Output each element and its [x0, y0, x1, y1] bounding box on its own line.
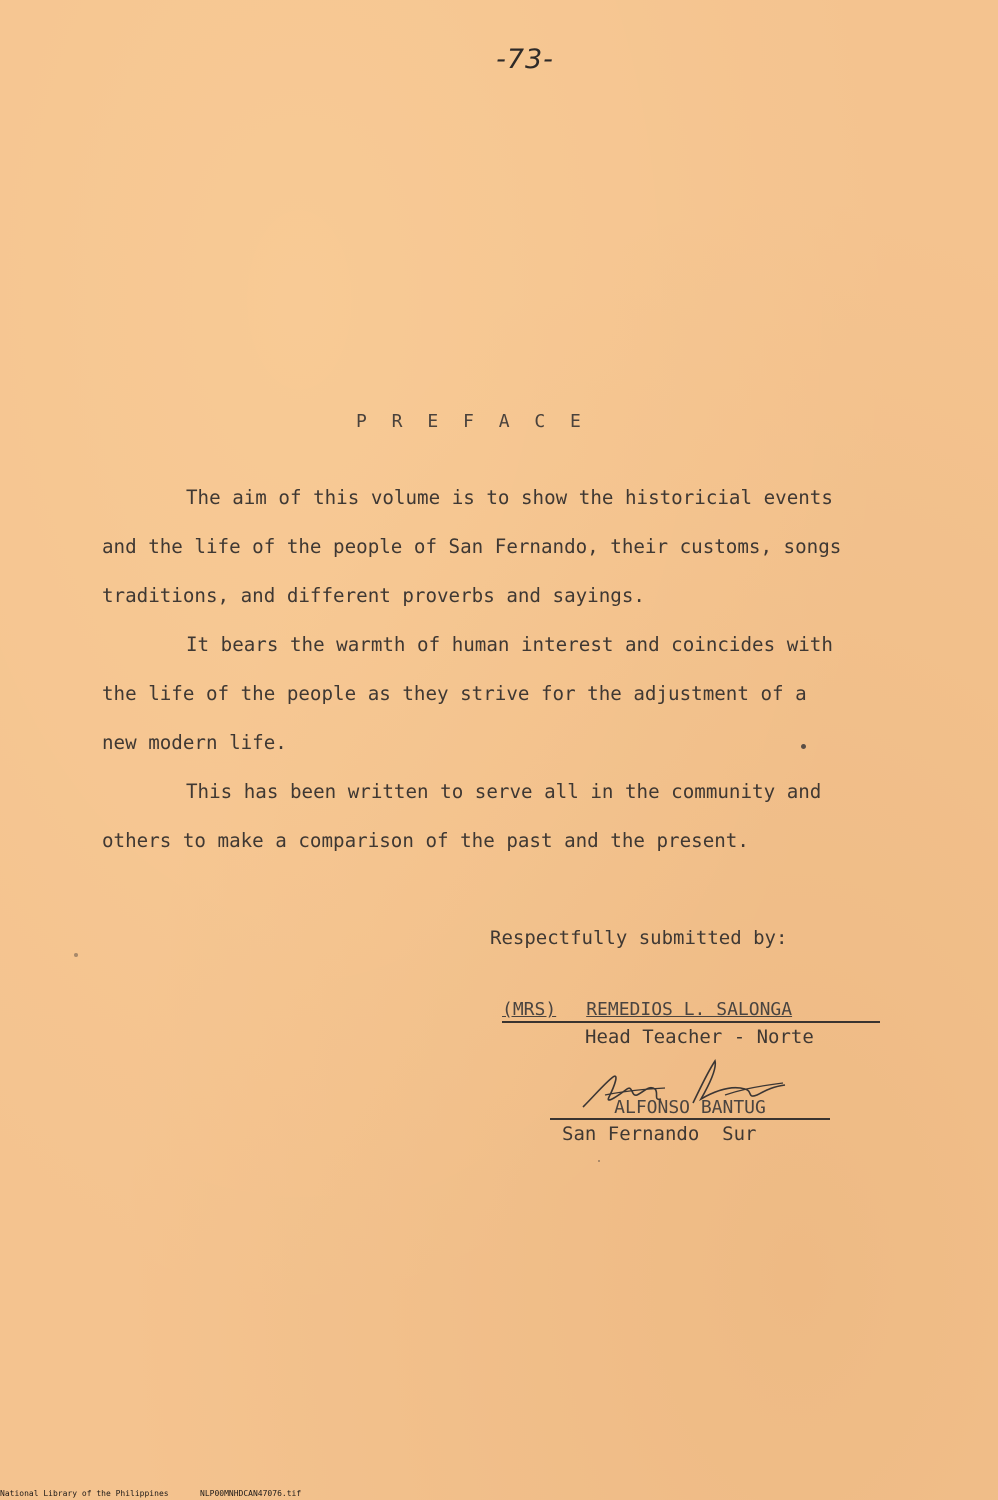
paragraph-line: the life of the people as they strive for the adjustment of a	[102, 682, 807, 705]
preface-heading: P R E F A C E	[356, 411, 588, 432]
paragraph-line: traditions, and different proverbs and sayings.	[102, 584, 645, 607]
closing-text: Respectfully submitted by:	[490, 927, 788, 949]
paragraph-line: The aim of this volume is to show the historicial events	[186, 486, 833, 509]
signatory1-prefix: (MRS)	[502, 999, 557, 1020]
page-number: -73-	[496, 44, 554, 75]
signatory1-title: Head Teacher - Norte	[585, 1026, 814, 1048]
ink-speck	[598, 1160, 600, 1162]
footer-file: NLP00MNHDCAN47076.tif	[200, 1489, 302, 1498]
signatory1-name: REMEDIOS L. SALONGA	[586, 999, 793, 1020]
signatory2-location: San Fernando Sur	[562, 1123, 757, 1145]
ink-speck	[801, 744, 806, 749]
paragraph-line: This has been written to serve all in the community and	[186, 780, 822, 803]
paragraph-line: It bears the warmth of human interest and coincides with	[186, 633, 833, 656]
footer-library: National Library of the Philippines	[0, 1489, 169, 1498]
signatory2-name: ALFONSO BANTUG	[614, 1097, 766, 1118]
signatory1-name-line	[502, 999, 880, 1023]
handwritten-signature	[575, 1055, 795, 1119]
paragraph-line: and the life of the people of San Fernando, their customs, songs	[102, 535, 842, 558]
paragraph-line: new modern life.	[102, 731, 287, 754]
paragraph-line: others to make a comparison of the past and the present.	[102, 829, 749, 852]
ink-speck	[74, 953, 78, 957]
